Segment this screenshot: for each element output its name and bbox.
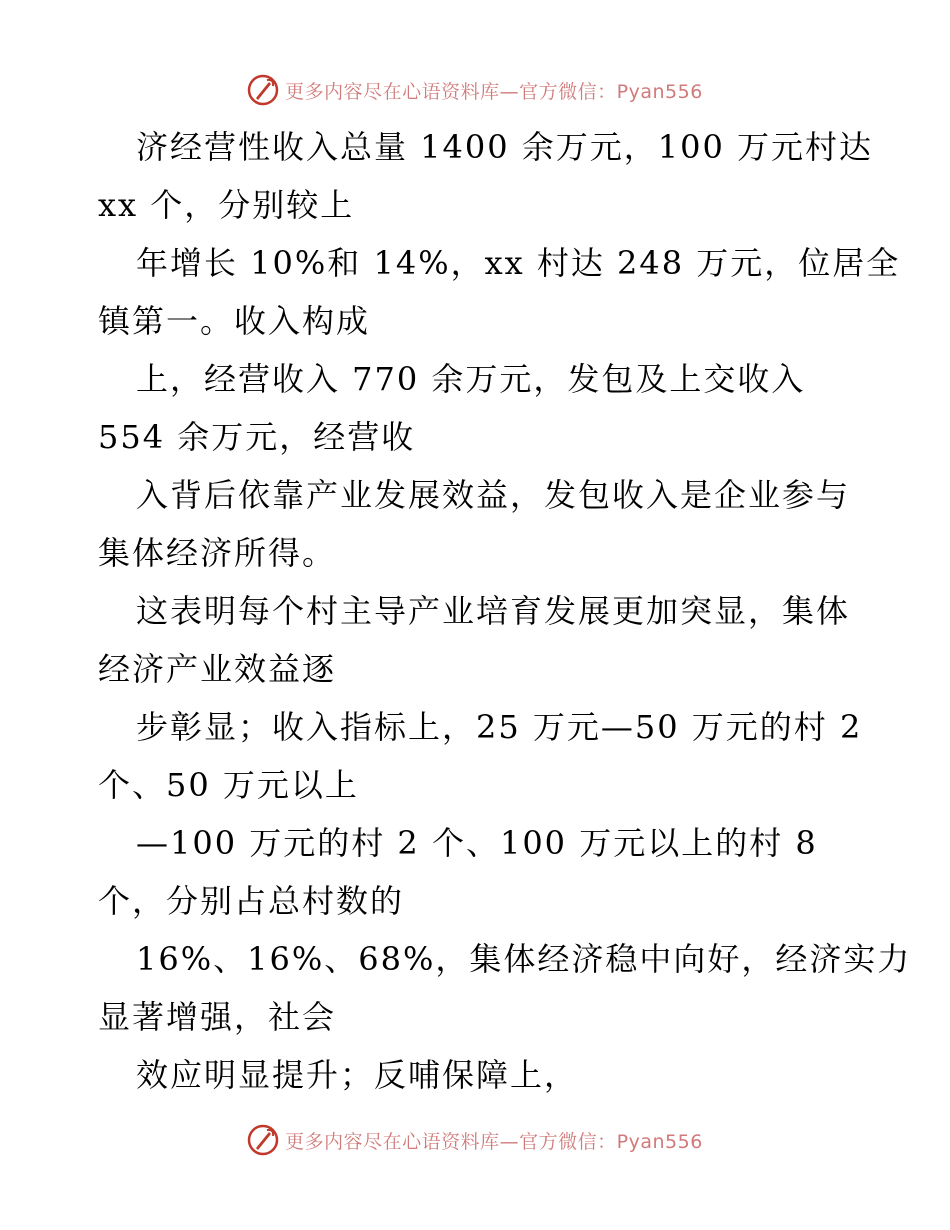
text-line-5: 上，经营收入 770 余万元，发包及上交收入 xyxy=(136,360,806,398)
quill-pen-logo-icon xyxy=(247,74,279,106)
text-line-1: 济经营性收入总量 1400 余万元，100 万元村达 xyxy=(136,128,874,166)
quill-pen-logo-icon xyxy=(247,1124,279,1156)
text-line-10: 经济产业效益逐 xyxy=(98,650,337,688)
text-line-3: 年增长 10%和 14%，xx 村达 248 万元，位居全 xyxy=(136,244,901,282)
text-line-11: 步彰显；收入指标上，25 万元—50 万元的村 2 xyxy=(136,708,863,746)
text-line-16: 显著增强，社会 xyxy=(98,998,337,1036)
footer-banner xyxy=(0,1120,950,1160)
text-line-14: 个，分别占总村数的 xyxy=(98,882,405,920)
header-banner xyxy=(0,70,950,110)
text-line-17: 效应明显提升；反哺保障上， xyxy=(136,1056,579,1094)
document-body xyxy=(98,118,912,1104)
text-line-15: 16%、16%、68%，集体经济稳中向好，经济实力 xyxy=(136,940,912,978)
text-line-6: 554 余万元，经营收 xyxy=(98,418,416,456)
text-line-9: 这表明每个村主导产业培育发展更加突显，集体 xyxy=(136,592,851,630)
footer-banner-text: 更多内容尽在心语资料库—官方微信：Pyan556 xyxy=(285,1130,703,1153)
text-line-13: —100 万元的村 2 个、100 万元以上的村 8 xyxy=(136,824,818,862)
text-line-4: 镇第一。收入构成 xyxy=(98,302,371,340)
text-line-8: 集体经济所得。 xyxy=(98,534,337,572)
text-line-7: 入背后依靠产业发展效益，发包收入是企业参与 xyxy=(136,476,851,514)
header-banner-text: 更多内容尽在心语资料库—官方微信：Pyan556 xyxy=(285,80,703,103)
text-line-12: 个、50 万元以上 xyxy=(98,766,359,804)
text-line-2: xx 个，分别较上 xyxy=(98,186,355,224)
